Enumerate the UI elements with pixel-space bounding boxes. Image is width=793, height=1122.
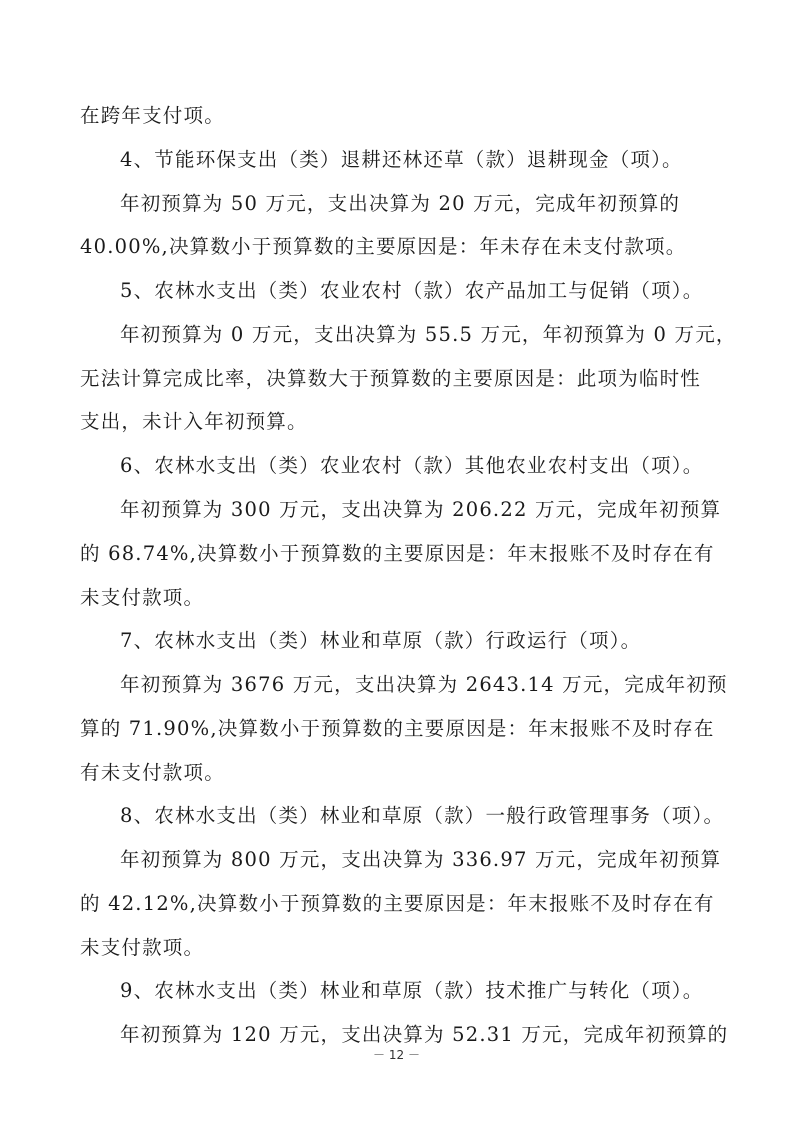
text-line: 未支付款项。 bbox=[80, 936, 205, 959]
page-number: － 12 － bbox=[373, 1048, 420, 1062]
text-line: 支出，未计入年初预算。 bbox=[80, 410, 308, 433]
section-heading-9: 9、农林水支出（类）林业和草原（款）技术推广与转化（项）。 bbox=[120, 979, 704, 1002]
section-heading-7: 7、农林水支出（类）林业和草原（款）行政运行（项）。 bbox=[120, 629, 642, 652]
text-line: 年初预算为 800 万元，支出决算为 336.97 万元，完成年初预算 bbox=[120, 848, 722, 871]
section-heading-6: 6、农林水支出（类）农业农村（款）其他农业农村支出（项）。 bbox=[120, 454, 704, 477]
text-line: 算的 71.90%,决算数小于预算数的主要原因是：年末报账不及时存在 bbox=[80, 717, 715, 740]
text-line: 未支付款项。 bbox=[80, 586, 205, 609]
section-heading-8: 8、农林水支出（类）林业和草原（款）一般行政管理事务（项）。 bbox=[120, 804, 725, 827]
text-line: 年初预算为 300 万元，支出决算为 206.22 万元，完成年初预算 bbox=[120, 498, 722, 521]
text-line: 有未支付款项。 bbox=[80, 761, 225, 784]
text-line: 的 68.74%,决算数小于预算数的主要原因是：年末报账不及时存在有 bbox=[80, 542, 715, 565]
text-line: 在跨年支付项。 bbox=[80, 104, 225, 127]
text-line: 无法计算完成比率，决算数大于预算数的主要原因是：此项为临时性 bbox=[80, 367, 702, 390]
section-heading-4: 4、节能环保支出（类）退耕还林还草（款）退耕现金（项）。 bbox=[120, 148, 683, 171]
text-line: 年初预算为 0 万元，支出决算为 55.5 万元，年初预算为 0 万元， bbox=[120, 323, 737, 346]
section-heading-5: 5、农林水支出（类）农业农村（款）农产品加工与促销（项）。 bbox=[120, 279, 704, 302]
text-line: 年初预算为 3676 万元，支出决算为 2643.14 万元，完成年初预 bbox=[120, 673, 728, 696]
text-line: 的 42.12%,决算数小于预算数的主要原因是：年末报账不及时存在有 bbox=[80, 892, 715, 915]
text-line: 年初预算为 120 万元，支出决算为 52.31 万元，完成年初预算的 bbox=[120, 1023, 729, 1046]
text-line: 年初预算为 50 万元，支出决算为 20 万元，完成年初预算的 bbox=[120, 192, 681, 215]
text-line: 40.00%,决算数小于预算数的主要原因是：年未存在未支付款项。 bbox=[80, 235, 687, 258]
